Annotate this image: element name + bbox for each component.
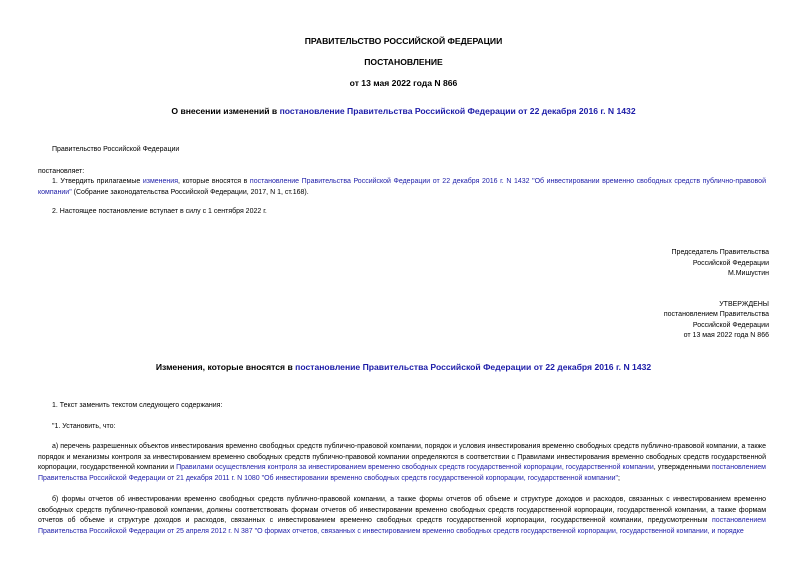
subject-link[interactable]: постановление Правительства Российской Федерации от 22 декабря 2016 г. N 1432 bbox=[279, 106, 636, 116]
control-rules-link[interactable]: Правилами осуществления контроля за инвестированием временно свободных средств государственной корпорации, государственной компании bbox=[176, 464, 654, 472]
issuer-text: Правительство Российской Федерации bbox=[52, 146, 180, 153]
decree-1080-link[interactable]: постановлением Правительства Российской Федерации от 21 декабря 2011 г. N 1080 "Об инвестировании временно свободных средств государственной корпорации, государственной компании" bbox=[38, 464, 766, 482]
decides-text: постановляет: bbox=[38, 168, 85, 175]
item-a-text-3: ; bbox=[618, 474, 620, 482]
changes-title bbox=[0, 362, 807, 372]
item-b-text-1: б) формы отчетов об инвестировании временно свободных средств публично-правовой компании, а также формы отчетов об объеме и структуре доходов и расходов, связанных с инвестированием временно свободных средств публично-правовой компании, должны соответствовать формам отчетов об инвестировании временно свободных средств государственной корпорации, государственной компании, а также формам отчетов об объеме и структуре доходов и расходов, связанных с инвестированием временно свободных средств государственной корпорации, государственной компании, предусмотренным bbox=[38, 496, 766, 525]
p1-text-a: 1. Утвердить прилагаемые bbox=[52, 178, 143, 185]
item-a bbox=[38, 442, 766, 484]
approved-line-3: Российской Федерации bbox=[692, 322, 769, 329]
item-1: 1. Текст заменить текстом следующего содержания: bbox=[52, 402, 223, 409]
item-a-text-1: а) перечень разрешенных объектов инвестирования временно свободных средств публично-правовой компании, порядок и условия инвестирования временно свободных средств публично-правовой компании, а также порядок и механизмы контроля за инвестированием временно свободных средств публично-правовой компании определяются в соответствии с Правилами инвестирования временно свободных средств государственной корпорации, государственной компании и bbox=[38, 443, 766, 472]
date-number-heading: от 13 мая 2022 года N 866 bbox=[349, 78, 458, 88]
subject-prefix: О внесении изменений в bbox=[171, 106, 280, 116]
subject-heading bbox=[0, 106, 807, 116]
doc-type-heading: ПОСТАНОВЛЕНИЕ bbox=[364, 57, 443, 67]
signature-name: М.Мишустин bbox=[727, 270, 769, 277]
item-b bbox=[38, 495, 766, 537]
signature-country: Российской Федерации bbox=[692, 260, 769, 267]
signature-title: Председатель Правительства bbox=[671, 249, 769, 256]
decree-387-link[interactable]: постановлением Правительства Российской Федерации от 25 апреля 2012 г. N 387 "О формах отчетов, связанных с инвестированием временно свободных средств государственной корпорации, государственной компании, и порядке bbox=[38, 517, 766, 535]
p1-text-b: , которые вносятся в bbox=[178, 178, 250, 185]
approved-line-2: постановлением Правительства bbox=[663, 311, 769, 318]
item-a-text-2: , утвержденными bbox=[653, 464, 712, 472]
decree-1432-link[interactable]: постановление Правительства Российской Федерации от 22 декабря 2016 г. N 1432 "Об инвестировании временно свободных средств публично-правовой компании" bbox=[38, 178, 766, 196]
approved-line-4: от 13 мая 2022 года N 866 bbox=[683, 332, 769, 339]
paragraph-1 bbox=[38, 177, 766, 198]
changes-title-link[interactable]: постановление Правительства Российской Федерации от 22 декабря 2016 г. N 1432 bbox=[295, 362, 652, 372]
changes-title-prefix: Изменения, которые вносятся в bbox=[155, 362, 296, 372]
changes-link[interactable]: изменения bbox=[142, 178, 178, 185]
p1-text-c: (Собрание законодательства Российской Федерации, 2017, N 1, ст.168). bbox=[71, 188, 309, 196]
paragraph-2: 2. Настоящее постановление вступает в силу с 1 сентября 2022 г. bbox=[52, 208, 267, 215]
item-1-quote: "1. Установить, что: bbox=[52, 423, 116, 430]
org-heading: ПРАВИТЕЛЬСТВО РОССИЙСКОЙ ФЕДЕРАЦИИ bbox=[304, 36, 503, 46]
approved-heading: УТВЕРЖДЕНЫ bbox=[719, 301, 769, 308]
